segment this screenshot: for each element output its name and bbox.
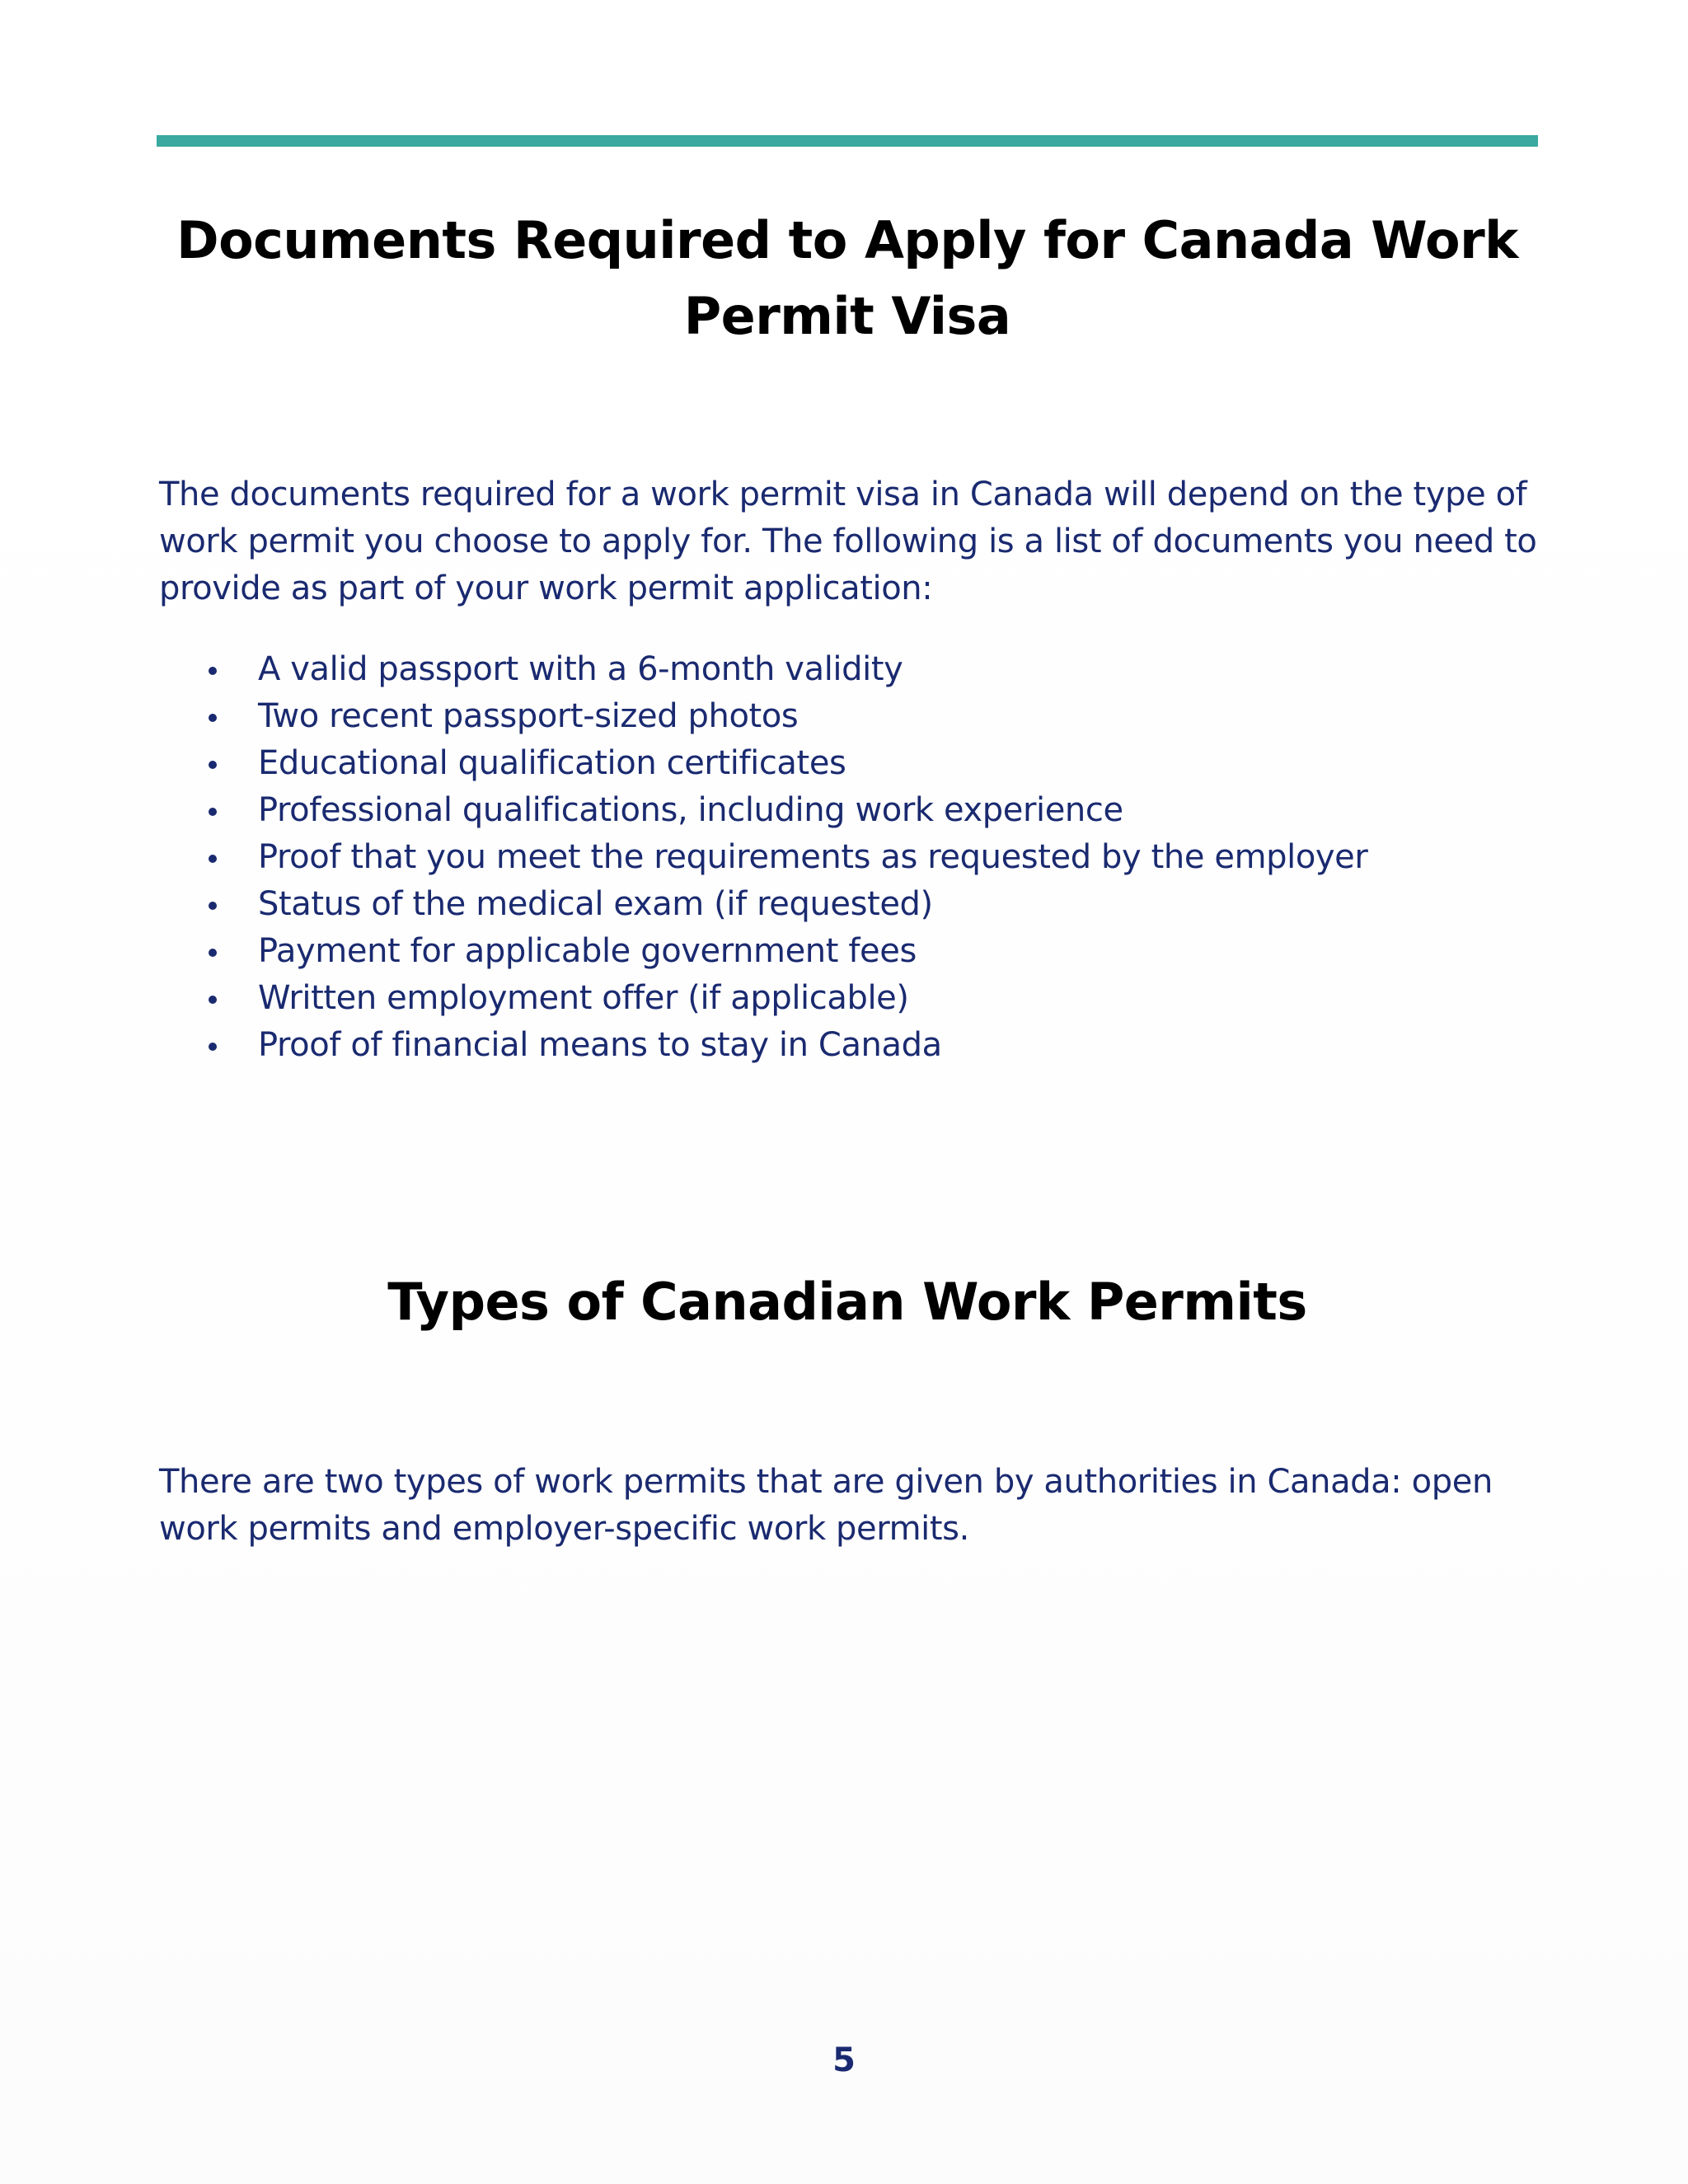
page-title-line-1: Documents Required to Apply for Canada Work <box>176 210 1518 270</box>
list-item <box>159 928 1544 975</box>
list-item-text: Status of the medical exam (if requested) <box>258 885 933 923</box>
bullet-icon <box>209 996 217 1004</box>
list-item-text: A valid passport with a 6-month validity <box>258 650 903 688</box>
section-heading-permit-types: Types of Canadian Work Permits <box>387 1272 1307 1332</box>
page-number: 5 <box>832 2041 856 2079</box>
bullet-icon <box>209 1043 217 1051</box>
list-item-text: Proof that you meet the requirements as requested by the employer <box>258 838 1368 876</box>
list-item <box>159 834 1544 881</box>
bullet-icon <box>209 667 217 675</box>
bullet-icon <box>209 808 217 816</box>
list-item-text: Payment for applicable government fees <box>258 932 917 970</box>
list-item <box>159 740 1544 787</box>
list-item <box>159 787 1544 834</box>
list-item-text: Written employment offer (if applicable) <box>258 979 909 1017</box>
bullet-icon <box>209 714 217 722</box>
permit-types-paragraph: There are two types of work permits that are given by authorities in Canada: open work permits and employer-specific work permits. <box>159 1463 1493 1548</box>
list-item <box>159 975 1544 1022</box>
list-item <box>159 693 1544 740</box>
page-title-line-2: Permit Visa <box>683 286 1011 346</box>
list-item-text: Proof of financial means to stay in Canada <box>258 1026 942 1064</box>
list-item-text: Two recent passport-sized photos <box>258 697 799 735</box>
bullet-icon <box>209 855 217 863</box>
bullet-icon <box>209 949 217 957</box>
list-item <box>159 1022 1544 1069</box>
top-accent-rule <box>157 135 1538 147</box>
list-item-text: Educational qualification certificates <box>258 744 846 782</box>
list-item-text: Professional qualifications, including work experience <box>258 791 1123 829</box>
list-item <box>159 881 1544 928</box>
intro-paragraph: The documents required for a work permit visa in Canada will depend on the type of work permit you choose to apply for. The following is a list of documents you need to provide as part of your work permit application: <box>159 476 1537 607</box>
bullet-icon <box>209 902 217 910</box>
page-title <box>157 203 1538 354</box>
bullet-icon <box>209 761 217 769</box>
list-item <box>159 646 1544 693</box>
documents-list <box>159 646 1544 1069</box>
